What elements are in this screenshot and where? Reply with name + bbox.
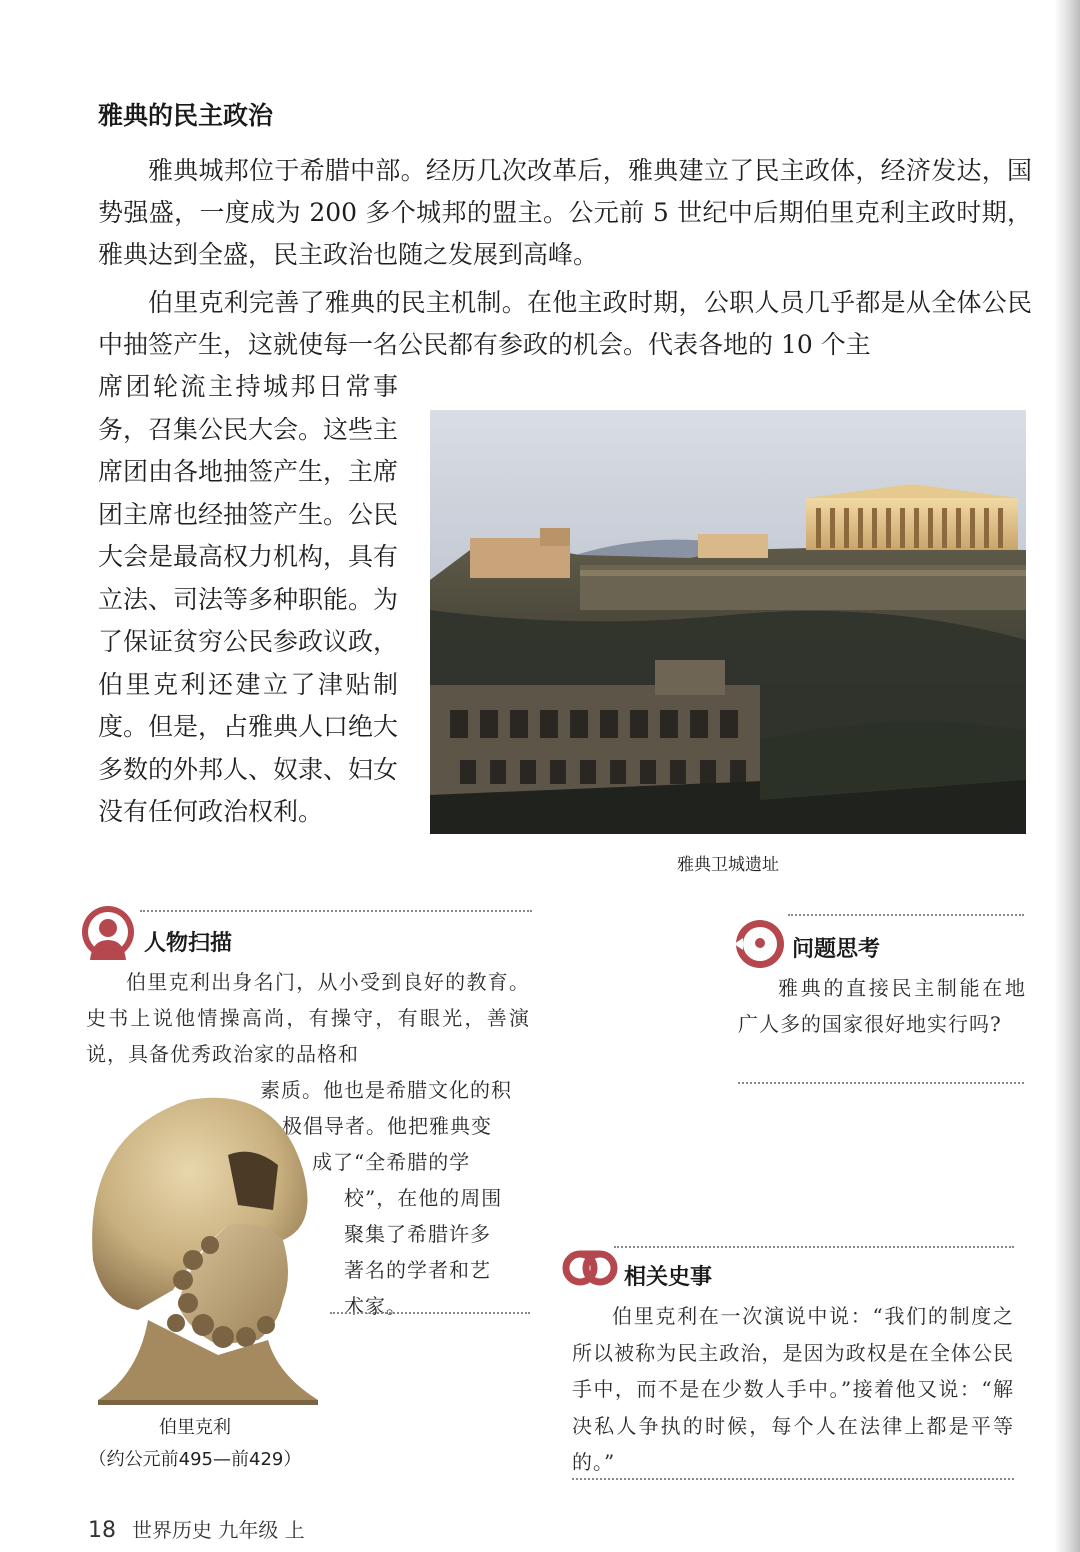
photo-caption: 雅典卫城遗址 bbox=[677, 855, 779, 875]
book-title: 世界历史 九年级 上 bbox=[132, 1518, 305, 1542]
figure-box-top-rule bbox=[140, 910, 532, 912]
history-box-top-rule bbox=[614, 1246, 1014, 1248]
acropolis-illustration bbox=[430, 410, 1026, 834]
pericles-bust-illustration bbox=[78, 1075, 328, 1405]
question-box-bottom-rule bbox=[738, 1082, 1024, 1084]
history-scroll-icon bbox=[562, 1240, 618, 1296]
page-footer bbox=[88, 1514, 305, 1543]
paragraph-pericles-reform-continued: 席团轮流主持城邦日常事务，召集公民大会。这些主席团由各地抽签产生，主席团主席也经抽签产生。公民大会是最高权力机构，具有立法、司法等多种职能。为了保证贫穷公民参政议政，伯里克利还建立了津贴制度。但是，占雅典人口绝大多数的外邦人、奴隶、妇女没有任何政治权利。 bbox=[98, 372, 399, 826]
figure-box-text-wrap-6: 著名的学者和艺 bbox=[344, 1258, 491, 1282]
paragraph-pericles-reform: 伯里克利完善了雅典的民主机制。在他主政时期，公职人员几乎都是从全体公民中抽签产生，这就使每一名公民都有参政的机会。代表各地的 10 个主 bbox=[98, 288, 1032, 359]
figure-box-bottom-rule bbox=[330, 1312, 530, 1314]
figure-box-text-wrap-3: 成了“全希腊的学 bbox=[312, 1150, 471, 1174]
portrait-dates: （约公元前495—前429） bbox=[88, 1449, 302, 1470]
question-icon bbox=[734, 918, 786, 970]
question-box-top-rule bbox=[788, 914, 1024, 916]
history-box-bottom-rule bbox=[572, 1478, 1014, 1480]
acropolis-photo bbox=[430, 410, 1026, 834]
history-box-heading: 相关史事 bbox=[624, 1265, 713, 1290]
figure-box-heading: 人物扫描 bbox=[144, 931, 233, 956]
question-box-heading: 问题思考 bbox=[792, 937, 881, 962]
history-box-text: 伯里克利在一次演说中说：“我们的制度之所以被称为民主政治，是因为政权是在全体公民手中，而不是在少数人手中。”接着他又说：“解决私人争执的时候，每个人在法律上都是平等的。” bbox=[572, 1304, 1014, 1474]
page-number: 18 bbox=[88, 1518, 116, 1543]
figure-box-text-wrap-4: 校”，在他的周围 bbox=[344, 1186, 503, 1210]
figure-box-text: 伯里克利出身名门，从小受到良好的教育。史书上说他情操高尚，有操守，有眼光，善演说，具备优秀政治家的品格和 bbox=[86, 970, 530, 1066]
portrait-caption bbox=[70, 1412, 320, 1476]
figure-box-text-wrap-5: 聚集了希腊许多 bbox=[344, 1222, 491, 1246]
page-binding-edge bbox=[1054, 0, 1080, 1552]
portrait-name: 伯里克利 bbox=[159, 1417, 231, 1438]
question-box-text: 雅典的直接民主制能在地广人多的国家很好地实行吗? bbox=[738, 976, 1026, 1036]
figure-box-text-wrap-7: 术家。 bbox=[344, 1294, 407, 1318]
section-title: 雅典的民主政治 bbox=[98, 101, 274, 130]
figure-box-text-wrap-2: 极倡导者。他把雅典变 bbox=[282, 1114, 492, 1138]
figure-box-text-wrap-1: 素质。他也是希腊文化的积 bbox=[260, 1078, 512, 1102]
person-icon bbox=[80, 904, 136, 962]
paragraph-athens-intro: 雅典城邦位于希腊中部。经历几次改革后，雅典建立了民主政体，经济发达，国势强盛，一度成为 200 多个城邦的盟主。公元前 5 世纪中后期伯里克利主政时期，雅典达到全盛，民主政治也随之发展到高峰。 bbox=[98, 156, 1032, 269]
